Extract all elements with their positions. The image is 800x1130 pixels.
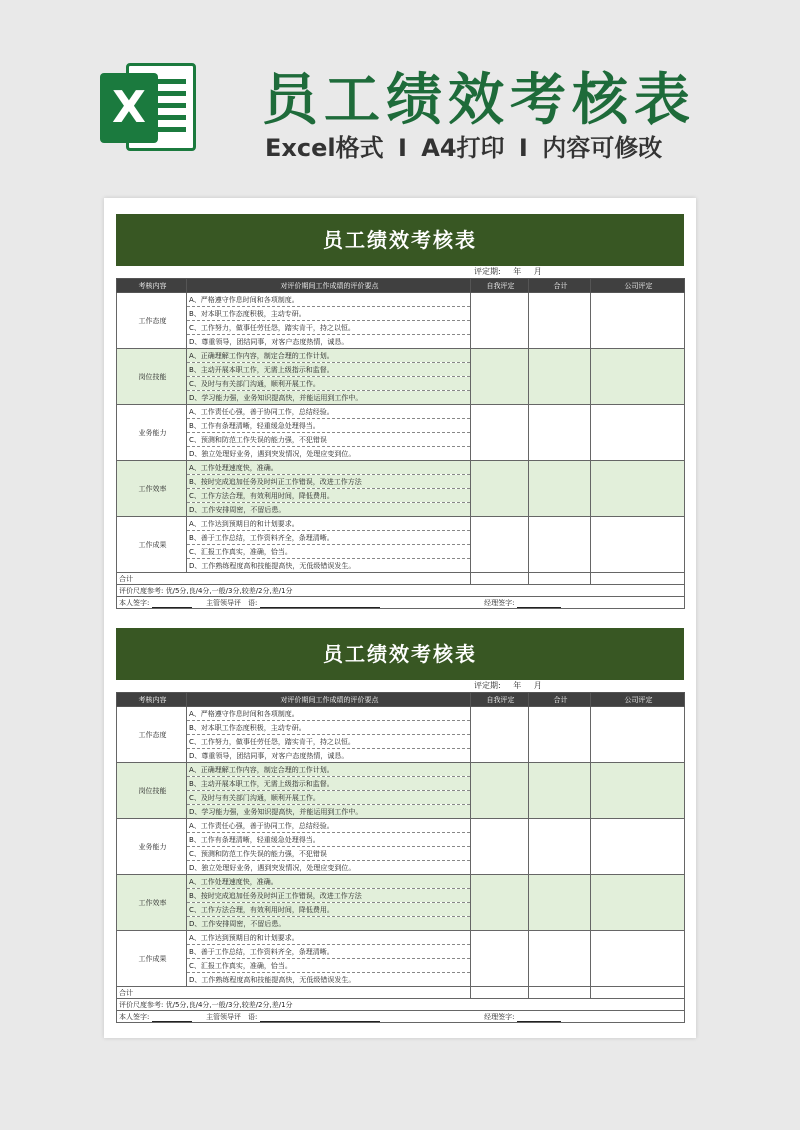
total-label: 合计 (117, 573, 471, 585)
criteria-cell: B、主动开展本职工作，无需上级指示和监督。 (187, 777, 471, 791)
criteria-cell: D、独立处理好业务，遇到突发情况，处理应变到位。 (187, 447, 471, 461)
col-header-total: 合计 (529, 693, 591, 707)
subtitle-separator: I (518, 134, 528, 162)
col-header-criteria: 对评价期间工作成绩的评价要点 (187, 693, 471, 707)
category-cell: 工作成果 (117, 931, 187, 987)
self-score-cell[interactable] (471, 763, 529, 819)
category-cell: 业务能力 (117, 819, 187, 875)
company-score-cell[interactable] (591, 931, 685, 987)
sign-self-label: 本人签字: (119, 1012, 150, 1021)
criteria-cell: B、主动开展本职工作，无需上级指示和监督。 (187, 363, 471, 377)
self-score-cell[interactable] (471, 461, 529, 517)
period-month: 月 (533, 681, 542, 690)
self-score-cell[interactable] (471, 931, 529, 987)
scale-row (117, 585, 685, 597)
sign-self-field[interactable] (152, 599, 192, 608)
criteria-cell: D、独立处理好业务，遇到突发情况，处理应变到位。 (187, 861, 471, 875)
company-score-cell[interactable] (591, 293, 685, 349)
category-cell: 岗位技能 (117, 763, 187, 819)
total-score-cell[interactable] (529, 931, 591, 987)
category-cell: 工作态度 (117, 707, 187, 763)
col-header-company: 公司评定 (591, 279, 685, 293)
sign-self-label: 本人签字: (119, 598, 150, 607)
excel-logo-letter: X (100, 73, 158, 143)
criteria-cell: A、工作责任心强，善于协同工作，总结经验。 (187, 819, 471, 833)
form-title: 员工绩效考核表 (116, 628, 684, 680)
table-row (117, 763, 685, 777)
criteria-cell: C、工作方法合理，有效利用时间，降低费用。 (187, 903, 471, 917)
period-year: 年 (513, 267, 522, 276)
page-subtitle (265, 128, 662, 163)
self-score-cell[interactable] (471, 349, 529, 405)
form-title: 员工绩效考核表 (116, 214, 684, 266)
criteria-cell: B、工作有条理清晰，轻重缓急处理得当。 (187, 419, 471, 433)
company-score-cell[interactable] (591, 461, 685, 517)
criteria-cell: D、工作安排周密，不留后患。 (187, 917, 471, 931)
subtitle-format: Excel格式 (265, 134, 384, 162)
appraisal-table (116, 692, 685, 1023)
criteria-cell: C、预测和防范工作失误的能力强，不犯错误 (187, 847, 471, 861)
criteria-cell: C、工作努力，做事任劳任怨，踏实肯干，持之以恒。 (187, 321, 471, 335)
company-score-cell[interactable] (591, 405, 685, 461)
criteria-cell: C、工作方法合理，有效利用时间，降低费用。 (187, 489, 471, 503)
self-score-cell[interactable] (471, 707, 529, 763)
sign-supervisor-label: 主管领导评 语: (206, 598, 258, 607)
self-score-cell[interactable] (471, 875, 529, 931)
appraisal-table (116, 278, 685, 609)
col-header-criteria: 对评价期间工作成绩的评价要点 (187, 279, 471, 293)
total-score-cell[interactable] (529, 461, 591, 517)
company-score-cell[interactable] (591, 707, 685, 763)
total-score-cell[interactable] (529, 517, 591, 573)
criteria-cell: B、工作有条理清晰，轻重缓急处理得当。 (187, 833, 471, 847)
criteria-cell: D、工作安排周密，不留后患。 (187, 503, 471, 517)
criteria-cell: D、学习能力强，业务知识提高快，并能运用到工作中。 (187, 391, 471, 405)
total-self-cell[interactable] (471, 573, 529, 585)
sign-supervisor-label: 主管领导评 语: (206, 1012, 258, 1021)
total-score-cell[interactable] (529, 405, 591, 461)
col-header-content: 考核内容 (117, 279, 187, 293)
total-score-cell[interactable] (529, 763, 591, 819)
criteria-cell: C、工作努力，做事任劳任怨，踏实肯干，持之以恒。 (187, 735, 471, 749)
col-header-content: 考核内容 (117, 693, 187, 707)
scale-text: 评价尺度参考: 优/5分,良/4分,一般/3分,较差/2分,差/1分 (117, 585, 685, 597)
criteria-cell: D、学习能力强，业务知识提高快，并能运用到工作中。 (187, 805, 471, 819)
period-label: 评定期: (474, 681, 501, 690)
excel-logo-icon (100, 55, 204, 159)
period-label: 评定期: (474, 267, 501, 276)
category-cell: 业务能力 (117, 405, 187, 461)
criteria-cell: B、对本职工作态度积极，主动专研。 (187, 307, 471, 321)
total-row (117, 987, 685, 999)
subtitle-editable: 内容可修改 (542, 134, 663, 162)
category-cell: 工作成果 (117, 517, 187, 573)
sign-manager-label: 经理签字: (484, 1012, 515, 1021)
col-header-self: 自我评定 (471, 279, 529, 293)
table-row (117, 819, 685, 833)
criteria-cell: D、工作熟练程度高和技能提高快，无低级错误发生。 (187, 973, 471, 987)
total-sum-cell[interactable] (529, 987, 591, 999)
criteria-cell: A、工作达到预期目的和计划要求。 (187, 517, 471, 531)
total-self-cell[interactable] (471, 987, 529, 999)
appraisal-form-1 (116, 214, 684, 609)
subtitle-print: A4打印 (421, 134, 505, 162)
category-cell: 工作态度 (117, 293, 187, 349)
criteria-cell: B、善于工作总结，工作资料齐全，条理清晰。 (187, 531, 471, 545)
total-row (117, 573, 685, 585)
category-cell: 岗位技能 (117, 349, 187, 405)
table-header-row (117, 279, 685, 293)
sign-manager-field[interactable] (517, 1013, 561, 1022)
total-sum-cell[interactable] (529, 573, 591, 585)
criteria-cell: B、善于工作总结，工作资料齐全，条理清晰。 (187, 945, 471, 959)
table-header-row (117, 693, 685, 707)
signature-row (117, 1011, 685, 1023)
criteria-cell: A、工作达到预期目的和计划要求。 (187, 931, 471, 945)
table-row (117, 707, 685, 721)
table-row (117, 293, 685, 307)
table-row (117, 931, 685, 945)
subtitle-separator: I (397, 134, 407, 162)
self-score-cell[interactable] (471, 517, 529, 573)
period-year: 年 (513, 681, 522, 690)
table-row (117, 517, 685, 531)
criteria-cell: D、尊重领导，团结同事，对客户态度热情，诚恳。 (187, 749, 471, 763)
sign-manager-field[interactable] (517, 599, 561, 608)
total-score-cell[interactable] (529, 349, 591, 405)
signature-row (117, 597, 685, 609)
criteria-cell: D、尊重领导，团结同事，对客户态度热情，诚恳。 (187, 335, 471, 349)
company-score-cell[interactable] (591, 875, 685, 931)
sign-supervisor-field[interactable] (260, 1013, 380, 1022)
criteria-cell: C、汇报工作真实，准确，恰当。 (187, 545, 471, 559)
company-score-cell[interactable] (591, 819, 685, 875)
self-score-cell[interactable] (471, 293, 529, 349)
total-score-cell[interactable] (529, 819, 591, 875)
company-score-cell[interactable] (591, 517, 685, 573)
criteria-cell: D、工作熟练程度高和技能提高快，无低级错误发生。 (187, 559, 471, 573)
total-company-cell[interactable] (591, 573, 685, 585)
criteria-cell: B、按时完成追加任务及时纠正工作错误，改进工作方法 (187, 889, 471, 903)
signature-cell (117, 597, 685, 609)
criteria-cell: A、正确理解工作内容，制定合理的工作计划。 (187, 763, 471, 777)
company-score-cell[interactable] (591, 763, 685, 819)
criteria-cell: C、汇报工作真实，准确，恰当。 (187, 959, 471, 973)
total-score-cell[interactable] (529, 707, 591, 763)
total-score-cell[interactable] (529, 875, 591, 931)
appraisal-form-2 (116, 628, 684, 1023)
period-month: 月 (533, 267, 542, 276)
total-score-cell[interactable] (529, 293, 591, 349)
col-header-total: 合计 (529, 279, 591, 293)
criteria-cell: A、严格遵守作息时间和各项制度。 (187, 707, 471, 721)
table-row (117, 349, 685, 363)
criteria-cell: C、及时与有关部门沟通，顺利开展工作。 (187, 377, 471, 391)
table-row (117, 875, 685, 889)
criteria-cell: B、对本职工作态度积极，主动专研。 (187, 721, 471, 735)
scale-row (117, 999, 685, 1011)
self-score-cell[interactable] (471, 819, 529, 875)
self-score-cell[interactable] (471, 405, 529, 461)
category-cell: 工作效率 (117, 875, 187, 931)
total-label: 合计 (117, 987, 471, 999)
sign-manager-label: 经理签字: (484, 598, 515, 607)
table-row (117, 461, 685, 475)
criteria-cell: C、预测和防范工作失误的能力强，不犯错误 (187, 433, 471, 447)
page-title: 员工绩效考核表 (262, 68, 696, 133)
criteria-cell: A、工作处理速度快，准确。 (187, 875, 471, 889)
period-line (116, 680, 684, 692)
scale-text: 评价尺度参考: 优/5分,良/4分,一般/3分,较差/2分,差/1分 (117, 999, 685, 1011)
criteria-cell: B、按时完成追加任务及时纠正工作错误，改进工作方法 (187, 475, 471, 489)
company-score-cell[interactable] (591, 349, 685, 405)
col-header-company: 公司评定 (591, 693, 685, 707)
criteria-cell: C、及时与有关部门沟通，顺利开展工作。 (187, 791, 471, 805)
col-header-self: 自我评定 (471, 693, 529, 707)
criteria-cell: A、严格遵守作息时间和各项制度。 (187, 293, 471, 307)
table-row (117, 405, 685, 419)
period-line (116, 266, 684, 278)
criteria-cell: A、正确理解工作内容，制定合理的工作计划。 (187, 349, 471, 363)
criteria-cell: A、工作责任心强，善于协同工作，总结经验。 (187, 405, 471, 419)
preview-sheet (104, 198, 696, 1038)
sign-self-field[interactable] (152, 1013, 192, 1022)
total-company-cell[interactable] (591, 987, 685, 999)
category-cell: 工作效率 (117, 461, 187, 517)
page-header (0, 0, 800, 190)
criteria-cell: A、工作处理速度快，准确。 (187, 461, 471, 475)
signature-cell (117, 1011, 685, 1023)
sign-supervisor-field[interactable] (260, 599, 380, 608)
